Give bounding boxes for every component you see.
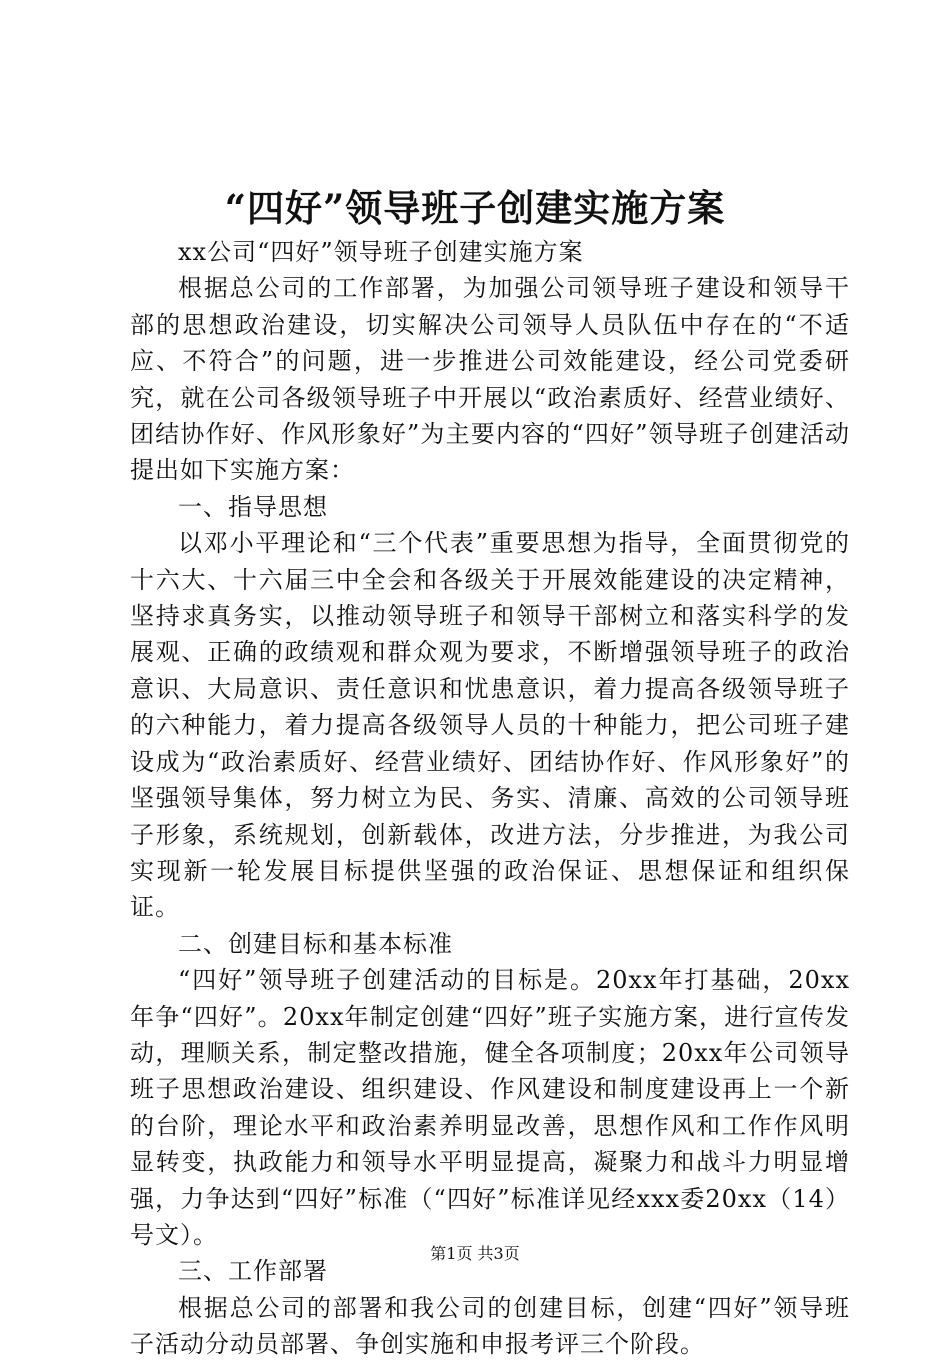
section-heading-guiding-ideology: 一、指导思想 (178, 492, 328, 521)
work-arrangement-paragraph: 根据总公司的部署和我公司的创建目标，创建“四好”领导班子活动分动员部署、争创实施和申报考评三个阶段。 (130, 1293, 850, 1359)
goals-standards-paragraph: “四好”领导班子创建活动的目标是。20xx年打基础，20xx年争“四好”。20xx年制定创建“四好”班子实施方案，进行宣传发动，理顺关系，制定整改措施，健全各项制度；20xx年公司领导班子思想政治建设、组织建设、作风建设和制度建设再上一个新的台阶，理论水平和政治素养明显改善，思想作风和工作作风明显转变，执政能力和领导水平明显提高，凝聚力和战斗力明显增强，力争达到“四好”标准（“四好”标准详见经xxx委20xx（14）号文）。 (130, 966, 850, 1249)
document-title: “四好”领导班子创建实施方案 (224, 186, 726, 230)
guiding-ideology-paragraph: 以邓小平理论和“三个代表”重要思想为指导，全面贯彻党的十六大、十六届三中全会和各级关于开展效能建设的决定精神，坚持求真务实，以推动领导班子和领导干部树立和落实科学的发展观、正确的政绩观和群众观为要求，不断增强领导班子的政治意识、大局意识、责任意识和忧患意识，着力提高各级领导班子的六种能力，着力提高各级领导人员的十种能力，把公司班子建设成为“政治素质好、经营业绩好、团结协作好、作风形象好”的坚强领导集体，努力树立为民、务实、清廉、高效的公司领导班子形象，系统规划，创新载体，改进方法，分步推进，为我公司实现新一轮发展目标提供坚强的政治保证、思想保证和组织保证。 (130, 529, 850, 922)
document-body (130, 234, 850, 1363)
intro-paragraph: 根据总公司的工作部署，为加强公司领导班子建设和领导干部的思想政治建设，切实解决公司领导人员队伍中存在的“不适应、不符合”的问题，进一步推进公司效能建设，经公司党委研究，就在公司各级领导班子中开展以“政治素质好、经营业绩好、团结协作好、作风形象好”为主要内容的“四好”领导班子创建活动提出如下实施方案： (130, 274, 850, 485)
section-heading-work-arrangement: 三、工作部署 (178, 1257, 328, 1286)
document-subtitle: xx公司“四好”领导班子创建实施方案 (178, 238, 584, 266)
page-footer: 第1页 共3页 (430, 1244, 520, 1263)
section-heading-goals-standards: 二、创建目标和基本标准 (178, 929, 453, 958)
